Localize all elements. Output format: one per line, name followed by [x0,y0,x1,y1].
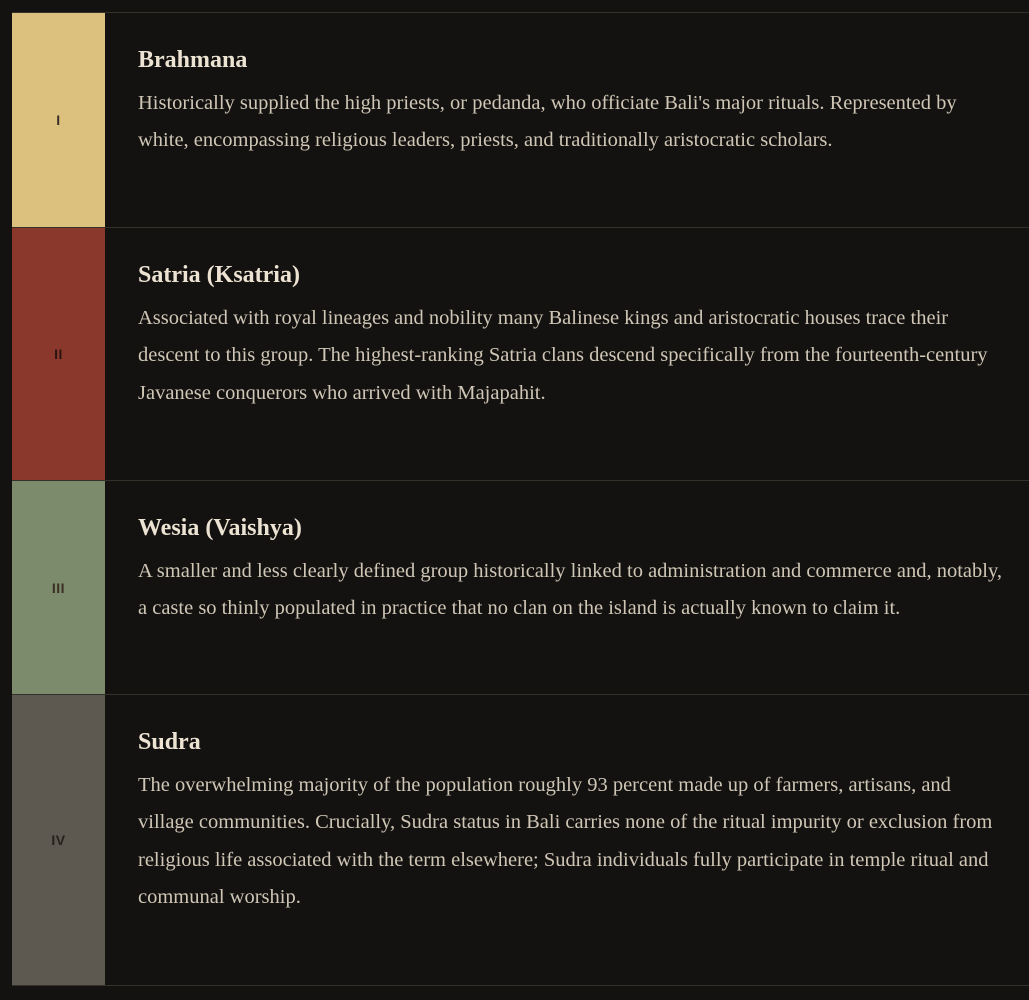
caste-color-swatch [12,228,105,480]
caste-row-brahmana [12,13,1029,228]
caste-color-swatch [12,481,105,694]
caste-list [12,12,1029,986]
caste-name: Wesia (Vaishya) [138,515,302,541]
caste-numeral: IV [51,832,66,848]
caste-content [105,228,1029,480]
caste-name: Satria (Ksatria) [138,262,300,288]
caste-content [105,481,1029,694]
caste-name: Brahmana [138,47,248,73]
caste-color-swatch [12,13,105,227]
caste-row-wesia [12,481,1029,695]
caste-name: Sudra [138,729,201,755]
caste-numeral: I [56,112,61,128]
caste-row-satria [12,228,1029,481]
caste-numeral: III [51,579,66,596]
caste-description: Associated with royal lineages and nobility many Balinese kings and aristocratic houses trace their descent to this group. The highest-ranking Satria clans descend specifically from the fourteenth-century Javanese conquerors who arrived with Majapahit. [138,307,988,404]
caste-content [105,13,1029,227]
caste-color-swatch [12,695,105,985]
caste-numeral: II [54,346,63,362]
caste-description: Historically supplied the high priests, or pedanda, who officiate Bali's major rituals. Represented by white, encompassing religious leaders, priests, and traditionally aristocratic scholars. [138,92,957,152]
caste-description: The overwhelming majority of the population roughly 93 percent made up of farmers, artisans, and village communities. Crucially, Sudra status in Bali carries none of the ritual impurity or exclusion from religious life associated with the term elsewhere; Sudra individuals fully participate in temple ritual and communal worship. [138,774,993,908]
caste-description: A smaller and less clearly defined group historically linked to administration and commerce and, notably, a caste so thinly populated in practice that no clan on the island is actually known to claim it. [138,560,1002,620]
caste-row-sudra [12,695,1029,985]
caste-content [105,695,1029,985]
